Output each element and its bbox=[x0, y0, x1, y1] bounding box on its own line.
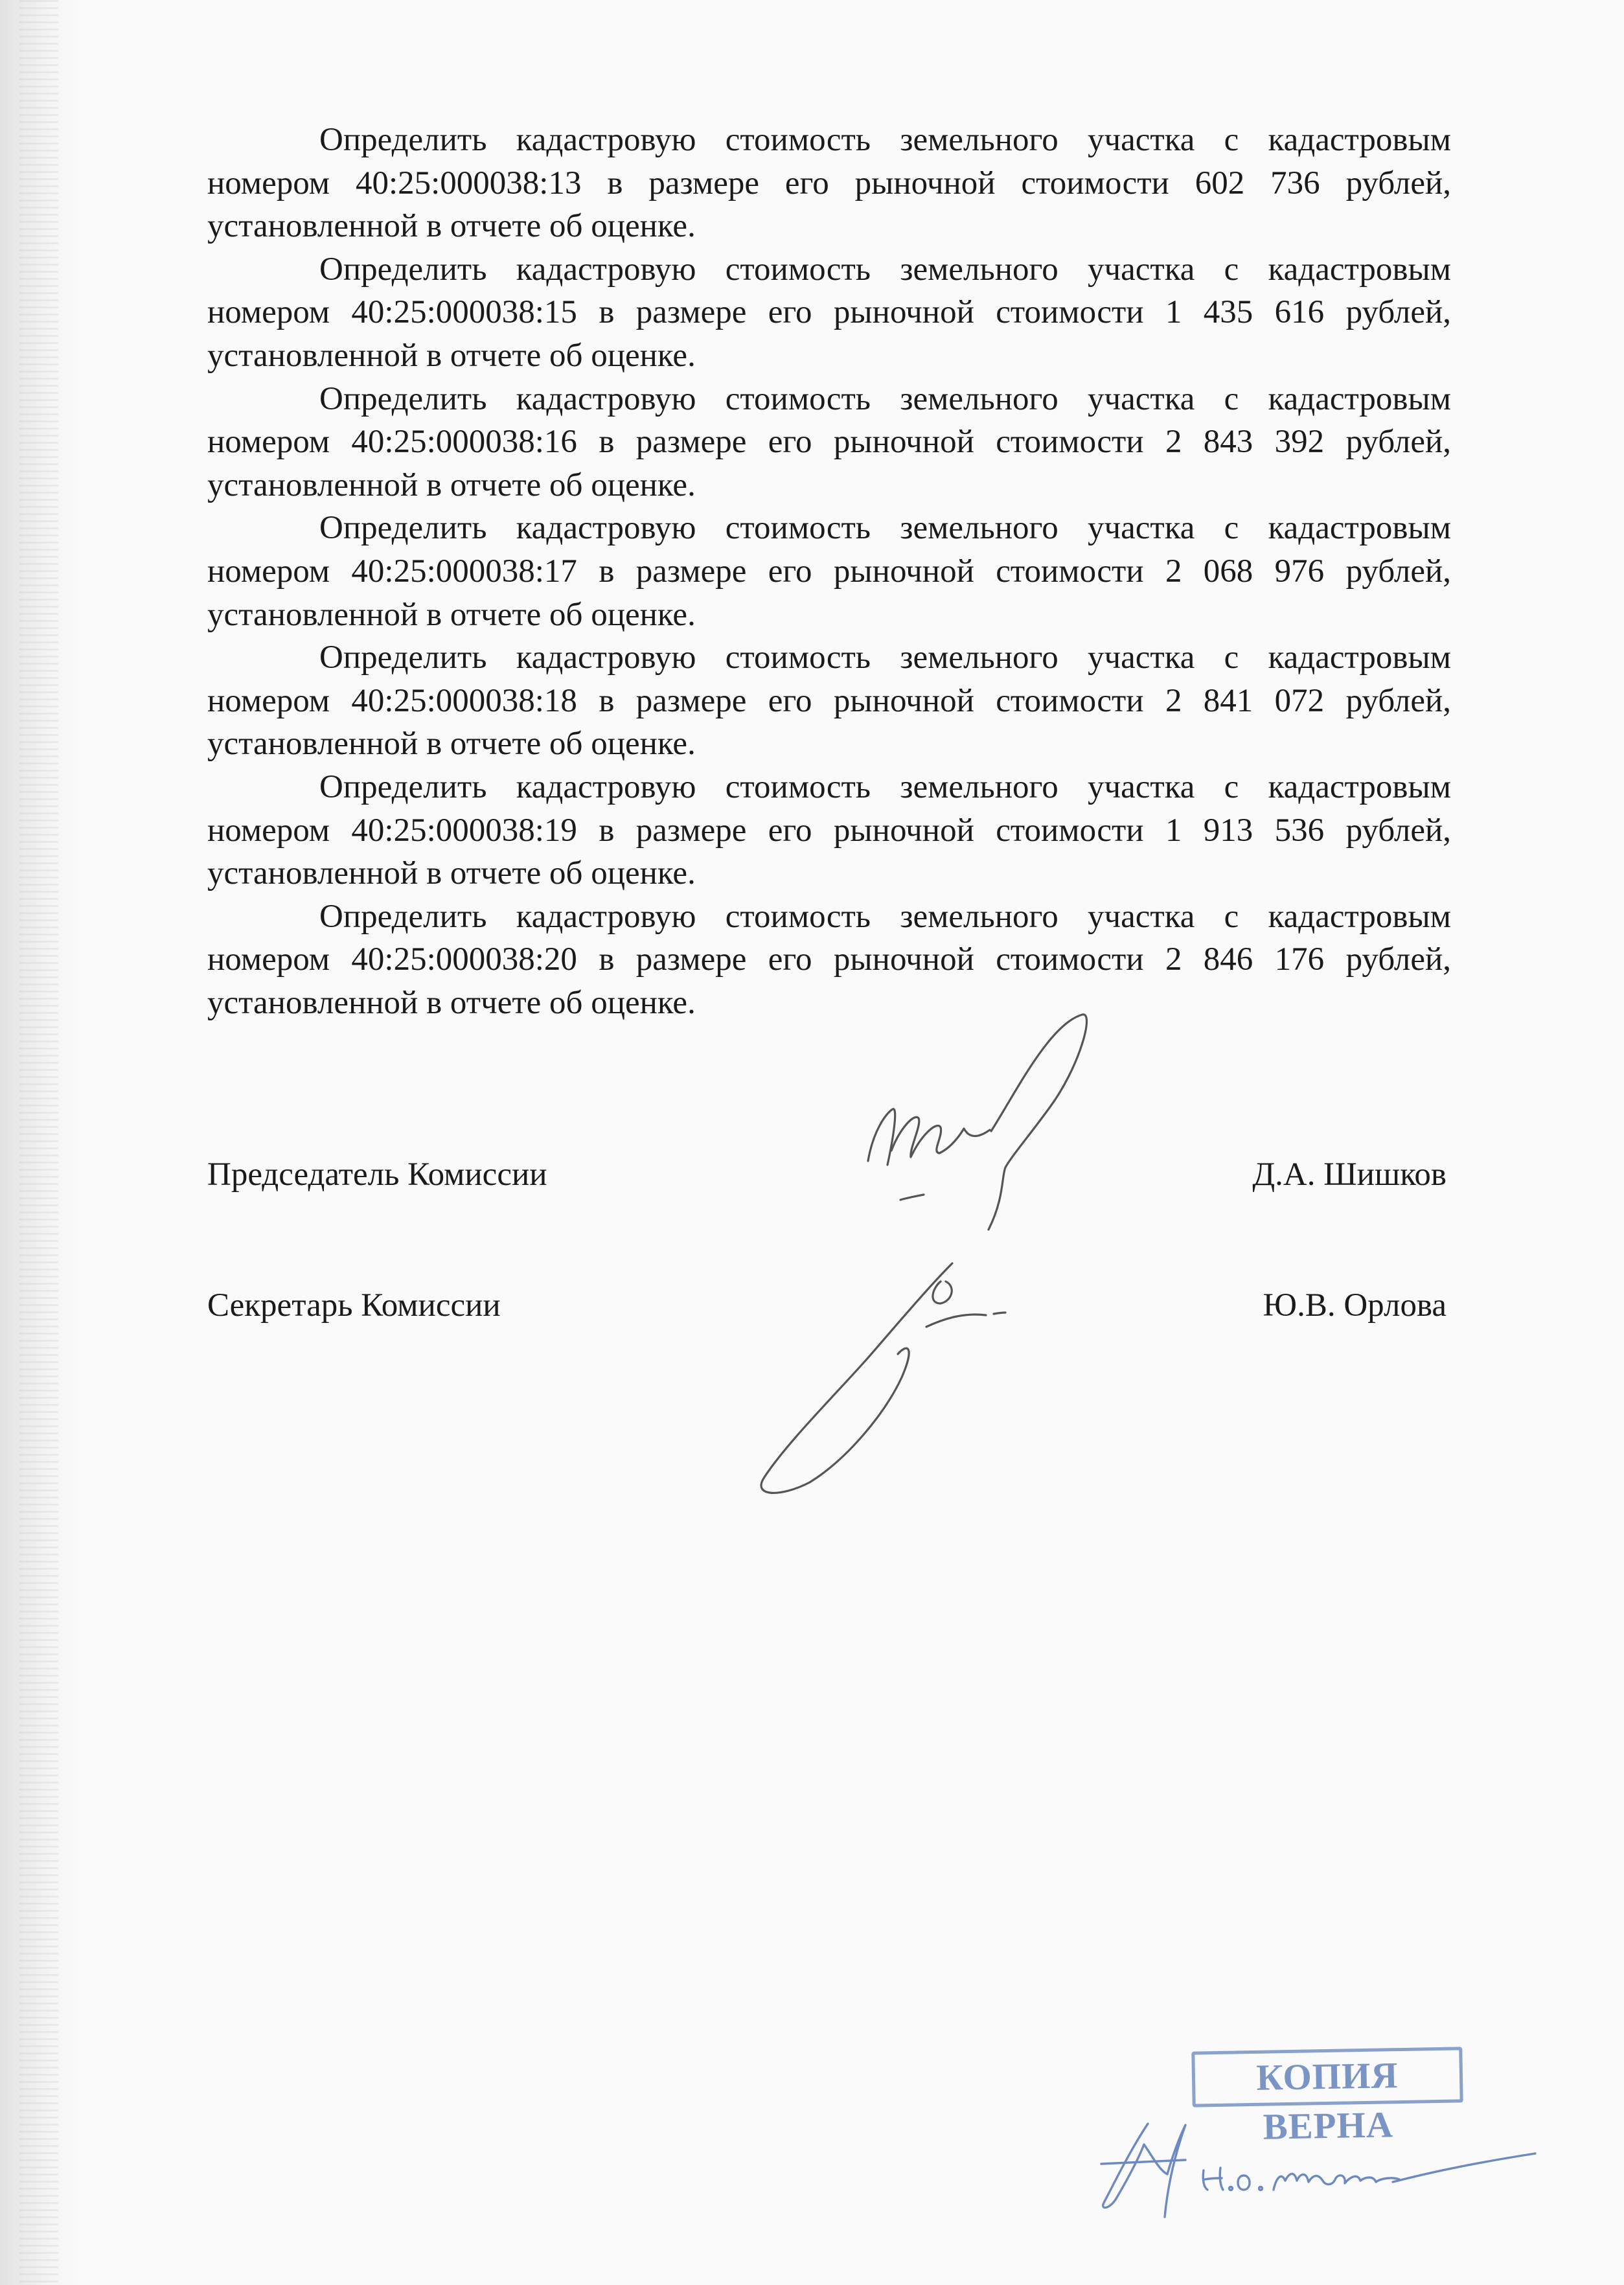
market-value: 1 913 536 bbox=[1165, 812, 1325, 849]
decision-middle-text: в размере его рыночной стоимости bbox=[599, 682, 1144, 719]
decision-tail-text: рублей, установленной в отчете об оценке. bbox=[207, 165, 1452, 245]
market-value: 2 841 072 bbox=[1165, 682, 1325, 719]
decision-lead-text: Определить кадастровую стоимость земельного участка с кадастровым номером bbox=[207, 380, 1451, 461]
decision-tail-text: рублей, установленной в отчете об оценке. bbox=[207, 294, 1452, 374]
decision-paragraph bbox=[207, 378, 1451, 507]
cadastral-number: 40:25:000038:16 bbox=[351, 424, 577, 461]
decision-middle-text: в размере его рыночной стоимости bbox=[599, 424, 1144, 461]
cadastral-number: 40:25:000038:17 bbox=[351, 553, 577, 590]
market-value: 2 068 976 bbox=[1165, 553, 1325, 590]
secretary-name: Ю.В. Орлова bbox=[1263, 1287, 1447, 1324]
decision-lead-text: Определить кадастровую стоимость земельного участка с кадастровым номером bbox=[207, 768, 1451, 849]
decision-middle-text: в размере его рыночной стоимости bbox=[599, 812, 1144, 849]
market-value: 602 736 bbox=[1195, 165, 1320, 201]
chair-name: Д.А. Шишков bbox=[1252, 1156, 1447, 1193]
chair-signature bbox=[771, 998, 1192, 1257]
decision-middle-text: в размере его рыночной стоимости bbox=[599, 294, 1144, 331]
market-value: 2 846 176 bbox=[1165, 941, 1325, 978]
cadastral-number: 40:25:000038:13 bbox=[355, 165, 582, 201]
decision-tail-text: рублей, установленной в отчете об оценке. bbox=[207, 424, 1452, 503]
secretary-role-label: Секретарь Комиссии bbox=[207, 1287, 501, 1324]
decision-paragraph bbox=[207, 119, 1451, 248]
decision-middle-text: в размере его рыночной стоимости bbox=[607, 165, 1169, 201]
cadastral-number: 40:25:000038:20 bbox=[351, 941, 577, 978]
decision-middle-text: в размере его рыночной стоимости bbox=[599, 553, 1144, 590]
decision-tail-text: рублей, установленной в отчете об оценке. bbox=[207, 682, 1452, 763]
certifier-handwritten-signature bbox=[1088, 2106, 1555, 2235]
scan-edge-speckle bbox=[19, 0, 58, 2285]
decision-paragraph bbox=[207, 636, 1451, 766]
decision-tail-text: рублей, установленной в отчете об оценке. bbox=[207, 812, 1452, 892]
cadastral-number: 40:25:000038:18 bbox=[351, 682, 577, 719]
decision-middle-text: в размере его рыночной стоимости bbox=[599, 941, 1144, 978]
decision-tail-text: рублей, установленной в отчете об оценке. bbox=[207, 941, 1452, 1021]
decision-list bbox=[207, 119, 1451, 1024]
decision-lead-text: Определить кадастровую стоимость земельного участка с кадастровым номером bbox=[207, 251, 1451, 331]
chair-role-label: Председатель Комиссии bbox=[207, 1156, 547, 1193]
decision-lead-text: Определить кадастровую стоимость земельного участка с кадастровым номером bbox=[207, 898, 1451, 978]
decision-lead-text: Определить кадастровую стоимость земельного участка с кадастровым номером bbox=[207, 639, 1451, 719]
cadastral-number: 40:25:000038:19 bbox=[351, 812, 577, 849]
market-value: 1 435 616 bbox=[1165, 294, 1325, 331]
decision-lead-text: Определить кадастровую стоимость земельного участка с кадастровым номером bbox=[207, 122, 1451, 201]
decision-paragraph bbox=[207, 248, 1451, 378]
decision-paragraph bbox=[207, 507, 1451, 636]
decision-lead-text: Определить кадастровую стоимость земельного участка с кадастровым номером bbox=[207, 510, 1451, 590]
market-value: 2 843 392 bbox=[1165, 424, 1325, 461]
decision-paragraph bbox=[207, 766, 1451, 895]
decision-tail-text: рублей, установленной в отчете об оценке. bbox=[207, 553, 1452, 633]
secretary-signature bbox=[732, 1250, 1069, 1510]
copy-certified-stamp: КОПИЯ ВЕРНА bbox=[1191, 2047, 1463, 2107]
cadastral-number: 40:25:000038:15 bbox=[351, 294, 577, 331]
